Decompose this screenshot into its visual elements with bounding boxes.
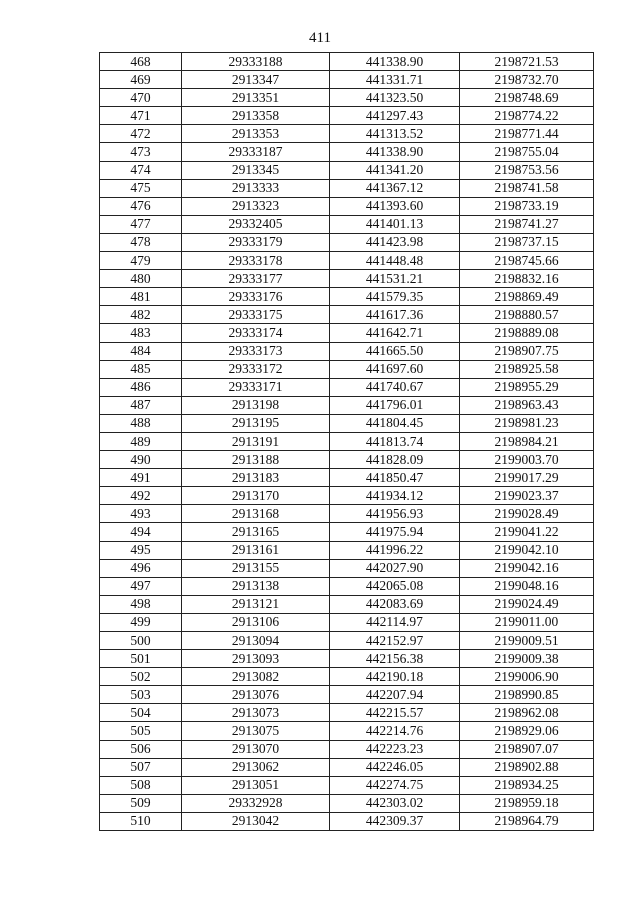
point-id-cell: 2913070 [182, 740, 330, 758]
x-coordinate-cell: 441850.47 [330, 469, 460, 487]
table-row [100, 650, 594, 668]
point-id-cell: 2913170 [182, 487, 330, 505]
x-coordinate-cell: 442246.05 [330, 758, 460, 776]
table-row [100, 360, 594, 378]
point-id-cell: 2913183 [182, 469, 330, 487]
point-number-cell: 485 [100, 360, 182, 378]
y-coordinate-cell: 2198869.49 [460, 288, 594, 306]
point-id-cell: 29332405 [182, 215, 330, 233]
x-coordinate-cell: 442156.38 [330, 650, 460, 668]
y-coordinate-cell: 2199003.70 [460, 451, 594, 469]
point-number-cell: 496 [100, 559, 182, 577]
y-coordinate-cell: 2199042.16 [460, 559, 594, 577]
x-coordinate-cell: 442190.18 [330, 668, 460, 686]
y-coordinate-cell: 2198907.07 [460, 740, 594, 758]
x-coordinate-cell: 441828.09 [330, 451, 460, 469]
y-coordinate-cell: 2198902.88 [460, 758, 594, 776]
point-number-cell: 469 [100, 71, 182, 89]
y-coordinate-cell: 2198963.43 [460, 396, 594, 414]
point-id-cell: 29333174 [182, 324, 330, 342]
x-coordinate-cell: 441331.71 [330, 71, 460, 89]
y-coordinate-cell: 2198737.15 [460, 233, 594, 251]
x-coordinate-cell: 441341.20 [330, 161, 460, 179]
page-number: 411 [309, 30, 331, 46]
x-coordinate-cell: 441423.98 [330, 233, 460, 251]
y-coordinate-cell: 2199017.29 [460, 469, 594, 487]
point-id-cell: 2913062 [182, 758, 330, 776]
table-row [100, 270, 594, 288]
x-coordinate-cell: 442223.23 [330, 740, 460, 758]
y-coordinate-cell: 2199023.37 [460, 487, 594, 505]
x-coordinate-cell: 441956.93 [330, 505, 460, 523]
y-coordinate-cell: 2199042.10 [460, 541, 594, 559]
point-number-cell: 487 [100, 396, 182, 414]
point-id-cell: 2913094 [182, 632, 330, 650]
table-row [100, 632, 594, 650]
table-row [100, 812, 594, 830]
point-id-cell: 2913195 [182, 414, 330, 432]
table-row [100, 613, 594, 631]
point-number-cell: 468 [100, 53, 182, 71]
point-id-cell: 29333172 [182, 360, 330, 378]
y-coordinate-cell: 2198990.85 [460, 686, 594, 704]
x-coordinate-cell: 442309.37 [330, 812, 460, 830]
table-row [100, 505, 594, 523]
point-id-cell: 2913093 [182, 650, 330, 668]
point-number-cell: 505 [100, 722, 182, 740]
point-id-cell: 2913051 [182, 776, 330, 794]
table-row [100, 704, 594, 722]
point-number-cell: 498 [100, 595, 182, 613]
point-number-cell: 474 [100, 161, 182, 179]
table-row [100, 71, 594, 89]
table-row [100, 414, 594, 432]
point-id-cell: 2913198 [182, 396, 330, 414]
table-row [100, 107, 594, 125]
table-row [100, 252, 594, 270]
table-row [100, 686, 594, 704]
x-coordinate-cell: 442083.69 [330, 595, 460, 613]
table-row [100, 161, 594, 179]
table-row [100, 577, 594, 595]
y-coordinate-cell: 2198925.58 [460, 360, 594, 378]
point-id-cell: 29332928 [182, 794, 330, 812]
x-coordinate-cell: 441796.01 [330, 396, 460, 414]
x-coordinate-cell: 441297.43 [330, 107, 460, 125]
point-id-cell: 2913165 [182, 523, 330, 541]
x-coordinate-cell: 441934.12 [330, 487, 460, 505]
point-number-cell: 489 [100, 432, 182, 450]
point-id-cell: 2913351 [182, 89, 330, 107]
point-number-cell: 509 [100, 794, 182, 812]
x-coordinate-cell: 441697.60 [330, 360, 460, 378]
y-coordinate-cell: 2199048.16 [460, 577, 594, 595]
point-number-cell: 501 [100, 650, 182, 668]
coordinates-table [99, 52, 594, 831]
point-number-cell: 484 [100, 342, 182, 360]
y-coordinate-cell: 2198774.22 [460, 107, 594, 125]
table-row [100, 559, 594, 577]
x-coordinate-cell: 441975.94 [330, 523, 460, 541]
y-coordinate-cell: 2198955.29 [460, 378, 594, 396]
point-number-cell: 499 [100, 613, 182, 631]
table-row [100, 143, 594, 161]
y-coordinate-cell: 2198753.56 [460, 161, 594, 179]
point-id-cell: 2913161 [182, 541, 330, 559]
point-number-cell: 490 [100, 451, 182, 469]
y-coordinate-cell: 2198880.57 [460, 306, 594, 324]
x-coordinate-cell: 441579.35 [330, 288, 460, 306]
x-coordinate-cell: 442027.90 [330, 559, 460, 577]
table-row [100, 722, 594, 740]
point-number-cell: 503 [100, 686, 182, 704]
x-coordinate-cell: 441996.22 [330, 541, 460, 559]
y-coordinate-cell: 2198721.53 [460, 53, 594, 71]
point-number-cell: 476 [100, 197, 182, 215]
point-id-cell: 2913042 [182, 812, 330, 830]
table-row [100, 378, 594, 396]
x-coordinate-cell: 441617.36 [330, 306, 460, 324]
point-number-cell: 492 [100, 487, 182, 505]
point-id-cell: 29333187 [182, 143, 330, 161]
point-id-cell: 2913168 [182, 505, 330, 523]
point-number-cell: 491 [100, 469, 182, 487]
point-number-cell: 477 [100, 215, 182, 233]
point-id-cell: 2913345 [182, 161, 330, 179]
x-coordinate-cell: 441338.90 [330, 143, 460, 161]
y-coordinate-cell: 2198907.75 [460, 342, 594, 360]
y-coordinate-cell: 2198771.44 [460, 125, 594, 143]
x-coordinate-cell: 441665.50 [330, 342, 460, 360]
table-row [100, 306, 594, 324]
table-row [100, 487, 594, 505]
x-coordinate-cell: 441531.21 [330, 270, 460, 288]
point-number-cell: 486 [100, 378, 182, 396]
table-row [100, 776, 594, 794]
y-coordinate-cell: 2198748.69 [460, 89, 594, 107]
point-number-cell: 488 [100, 414, 182, 432]
table-row [100, 233, 594, 251]
point-number-cell: 507 [100, 758, 182, 776]
x-coordinate-cell: 442303.02 [330, 794, 460, 812]
point-id-cell: 29333173 [182, 342, 330, 360]
point-id-cell: 2913188 [182, 451, 330, 469]
point-number-cell: 471 [100, 107, 182, 125]
point-id-cell: 2913191 [182, 432, 330, 450]
y-coordinate-cell: 2198755.04 [460, 143, 594, 161]
x-coordinate-cell: 441401.13 [330, 215, 460, 233]
x-coordinate-cell: 441367.12 [330, 179, 460, 197]
point-id-cell: 29333175 [182, 306, 330, 324]
point-number-cell: 506 [100, 740, 182, 758]
point-number-cell: 493 [100, 505, 182, 523]
point-id-cell: 2913076 [182, 686, 330, 704]
y-coordinate-cell: 2198981.23 [460, 414, 594, 432]
point-number-cell: 494 [100, 523, 182, 541]
point-number-cell: 478 [100, 233, 182, 251]
point-id-cell: 2913333 [182, 179, 330, 197]
x-coordinate-cell: 442114.97 [330, 613, 460, 631]
x-coordinate-cell: 442207.94 [330, 686, 460, 704]
table-row [100, 179, 594, 197]
y-coordinate-cell: 2198745.66 [460, 252, 594, 270]
point-id-cell: 29333176 [182, 288, 330, 306]
point-id-cell: 2913121 [182, 595, 330, 613]
table-row [100, 541, 594, 559]
y-coordinate-cell: 2199011.00 [460, 613, 594, 631]
point-number-cell: 500 [100, 632, 182, 650]
point-id-cell: 2913347 [182, 71, 330, 89]
table-row [100, 758, 594, 776]
point-number-cell: 480 [100, 270, 182, 288]
table-row [100, 740, 594, 758]
point-id-cell: 2913358 [182, 107, 330, 125]
x-coordinate-cell: 441740.67 [330, 378, 460, 396]
point-id-cell: 2913353 [182, 125, 330, 143]
point-number-cell: 482 [100, 306, 182, 324]
table-row [100, 668, 594, 686]
y-coordinate-cell: 2199041.22 [460, 523, 594, 541]
y-coordinate-cell: 2198832.16 [460, 270, 594, 288]
y-coordinate-cell: 2198929.06 [460, 722, 594, 740]
point-number-cell: 472 [100, 125, 182, 143]
y-coordinate-cell: 2198741.58 [460, 179, 594, 197]
coordinates-table-body [100, 53, 594, 831]
x-coordinate-cell: 441448.48 [330, 252, 460, 270]
table-row [100, 342, 594, 360]
y-coordinate-cell: 2199028.49 [460, 505, 594, 523]
x-coordinate-cell: 441804.45 [330, 414, 460, 432]
table-row [100, 469, 594, 487]
y-coordinate-cell: 2198732.70 [460, 71, 594, 89]
y-coordinate-cell: 2198733.19 [460, 197, 594, 215]
point-number-cell: 504 [100, 704, 182, 722]
table-row [100, 288, 594, 306]
y-coordinate-cell: 2198962.08 [460, 704, 594, 722]
table-row [100, 523, 594, 541]
x-coordinate-cell: 441642.71 [330, 324, 460, 342]
table-row [100, 53, 594, 71]
table-row [100, 125, 594, 143]
point-id-cell: 29333188 [182, 53, 330, 71]
table-row [100, 215, 594, 233]
point-id-cell: 29333179 [182, 233, 330, 251]
point-id-cell: 2913073 [182, 704, 330, 722]
y-coordinate-cell: 2198889.08 [460, 324, 594, 342]
y-coordinate-cell: 2198934.25 [460, 776, 594, 794]
point-number-cell: 502 [100, 668, 182, 686]
point-number-cell: 470 [100, 89, 182, 107]
table-row [100, 451, 594, 469]
y-coordinate-cell: 2199009.51 [460, 632, 594, 650]
point-number-cell: 510 [100, 812, 182, 830]
table-row [100, 794, 594, 812]
point-id-cell: 2913155 [182, 559, 330, 577]
point-number-cell: 481 [100, 288, 182, 306]
y-coordinate-cell: 2198984.21 [460, 432, 594, 450]
y-coordinate-cell: 2199009.38 [460, 650, 594, 668]
point-id-cell: 2913075 [182, 722, 330, 740]
x-coordinate-cell: 442274.75 [330, 776, 460, 794]
point-number-cell: 497 [100, 577, 182, 595]
y-coordinate-cell: 2199006.90 [460, 668, 594, 686]
point-id-cell: 2913323 [182, 197, 330, 215]
x-coordinate-cell: 442214.76 [330, 722, 460, 740]
point-id-cell: 29333177 [182, 270, 330, 288]
table-row [100, 432, 594, 450]
table-row [100, 396, 594, 414]
x-coordinate-cell: 441323.50 [330, 89, 460, 107]
y-coordinate-cell: 2198959.18 [460, 794, 594, 812]
y-coordinate-cell: 2199024.49 [460, 595, 594, 613]
x-coordinate-cell: 441313.52 [330, 125, 460, 143]
x-coordinate-cell: 442215.57 [330, 704, 460, 722]
y-coordinate-cell: 2198964.79 [460, 812, 594, 830]
table-row [100, 324, 594, 342]
point-number-cell: 483 [100, 324, 182, 342]
point-number-cell: 473 [100, 143, 182, 161]
y-coordinate-cell: 2198741.27 [460, 215, 594, 233]
point-number-cell: 508 [100, 776, 182, 794]
x-coordinate-cell: 442152.97 [330, 632, 460, 650]
point-id-cell: 2913082 [182, 668, 330, 686]
point-number-cell: 495 [100, 541, 182, 559]
point-id-cell: 29333178 [182, 252, 330, 270]
table-row [100, 595, 594, 613]
x-coordinate-cell: 442065.08 [330, 577, 460, 595]
point-id-cell: 2913106 [182, 613, 330, 631]
point-id-cell: 2913138 [182, 577, 330, 595]
x-coordinate-cell: 441813.74 [330, 432, 460, 450]
table-row [100, 89, 594, 107]
table-row [100, 197, 594, 215]
x-coordinate-cell: 441338.90 [330, 53, 460, 71]
point-id-cell: 29333171 [182, 378, 330, 396]
point-number-cell: 475 [100, 179, 182, 197]
point-number-cell: 479 [100, 252, 182, 270]
x-coordinate-cell: 441393.60 [330, 197, 460, 215]
